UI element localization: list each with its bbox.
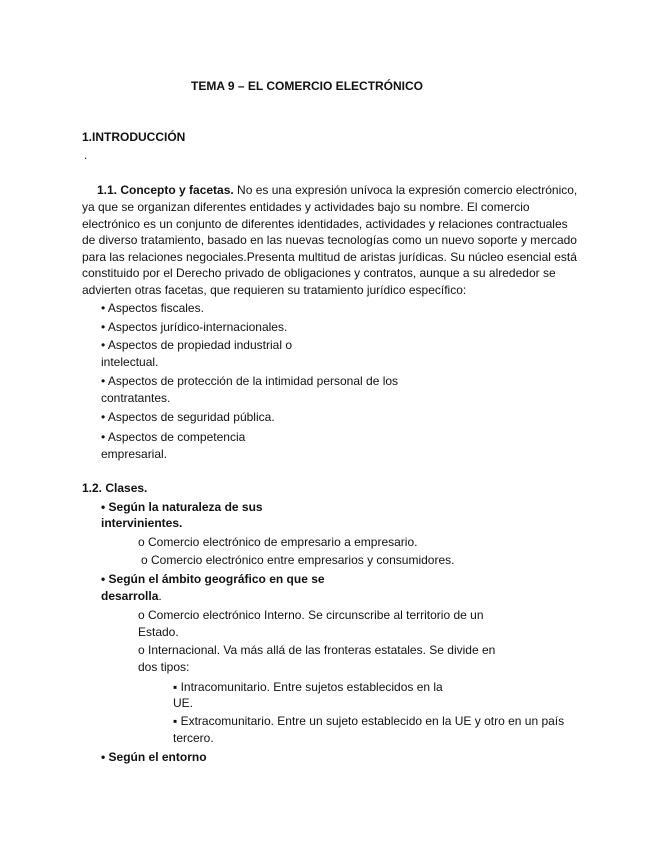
paragraph-line	[97, 183, 577, 197]
section-heading: 1.INTRODUCCIÓN	[82, 130, 186, 144]
list-item: intelectual.	[101, 355, 159, 369]
list-item: o Comercio electrónico entre empresarios y consumidores.	[141, 553, 455, 567]
subsection-label: 1.1. Concepto y facetas.	[97, 183, 234, 197]
stray-dot: .	[84, 148, 88, 162]
list-item: • Aspectos de propiedad industrial o	[101, 338, 292, 352]
list-item: • Según la naturaleza de sus	[101, 500, 263, 514]
list-item: dos tipos:	[138, 660, 190, 674]
list-item: • Aspectos de competencia	[101, 430, 246, 444]
list-item: contratantes.	[101, 391, 171, 405]
paragraph-line: constituido por el Derecho privado de obligaciones y contratos, aunque a su alrededor se	[82, 266, 556, 280]
document-title: TEMA 9 – EL COMERCIO ELECTRÓNICO	[191, 79, 424, 93]
text: .	[158, 589, 162, 603]
list-item: tercero.	[173, 731, 214, 745]
list-item: o Comercio electrónico de empresario a empresario.	[138, 535, 418, 549]
list-item: o Internacional. Va más allá de las fronteras estatales. Se divide en	[138, 643, 496, 657]
list-item: ▪ Intracomunitario. Entre sujetos establecidos en la	[173, 680, 443, 694]
list-item: • Según el entorno	[101, 750, 207, 764]
list-item	[101, 589, 162, 603]
paragraph-line: ya que se organizan diferentes entidades y actividades bajo su nombre. El comercio	[82, 200, 530, 214]
subsection-heading: 1.2. Clases.	[82, 481, 148, 495]
list-item: Estado.	[138, 625, 179, 639]
text: desarrolla	[101, 589, 159, 603]
text: No es una expresión unívoca la expresión comercio electrónico,	[233, 183, 578, 197]
paragraph-line: de diverso tratamiento, basado en las nuevas tecnologías como un nuevo soporte y mercado	[82, 233, 577, 247]
list-item: empresarial.	[101, 447, 168, 461]
list-item: o Comercio electrónico Interno. Se circunscribe al territorio de un	[138, 608, 484, 622]
list-item: • Aspectos de seguridad pública.	[101, 410, 275, 424]
list-item: • Aspectos jurídico-internacionales.	[101, 320, 288, 334]
paragraph-line: advierten otras facetas, que requieren su tratamiento jurídico específico:	[82, 283, 467, 297]
paragraph-line: para las relaciones negociales.Presenta multitud de aristas jurídicas. Su núcleo esencial está	[82, 250, 577, 264]
paragraph-line: electrónico es un conjunto de diferentes identidades, actividades y relaciones contractuales	[82, 217, 568, 231]
list-item: • Según el ámbito geográfico en que se	[101, 572, 325, 586]
list-item: • Aspectos de protección de la intimidad personal de los	[101, 374, 399, 388]
list-item: UE.	[173, 696, 194, 710]
list-item: • Aspectos fiscales.	[101, 301, 204, 315]
list-item: intervinientes.	[101, 516, 183, 530]
list-item: ▪ Extracomunitario. Entre un sujeto establecido en la UE y otro en un país	[173, 714, 565, 728]
